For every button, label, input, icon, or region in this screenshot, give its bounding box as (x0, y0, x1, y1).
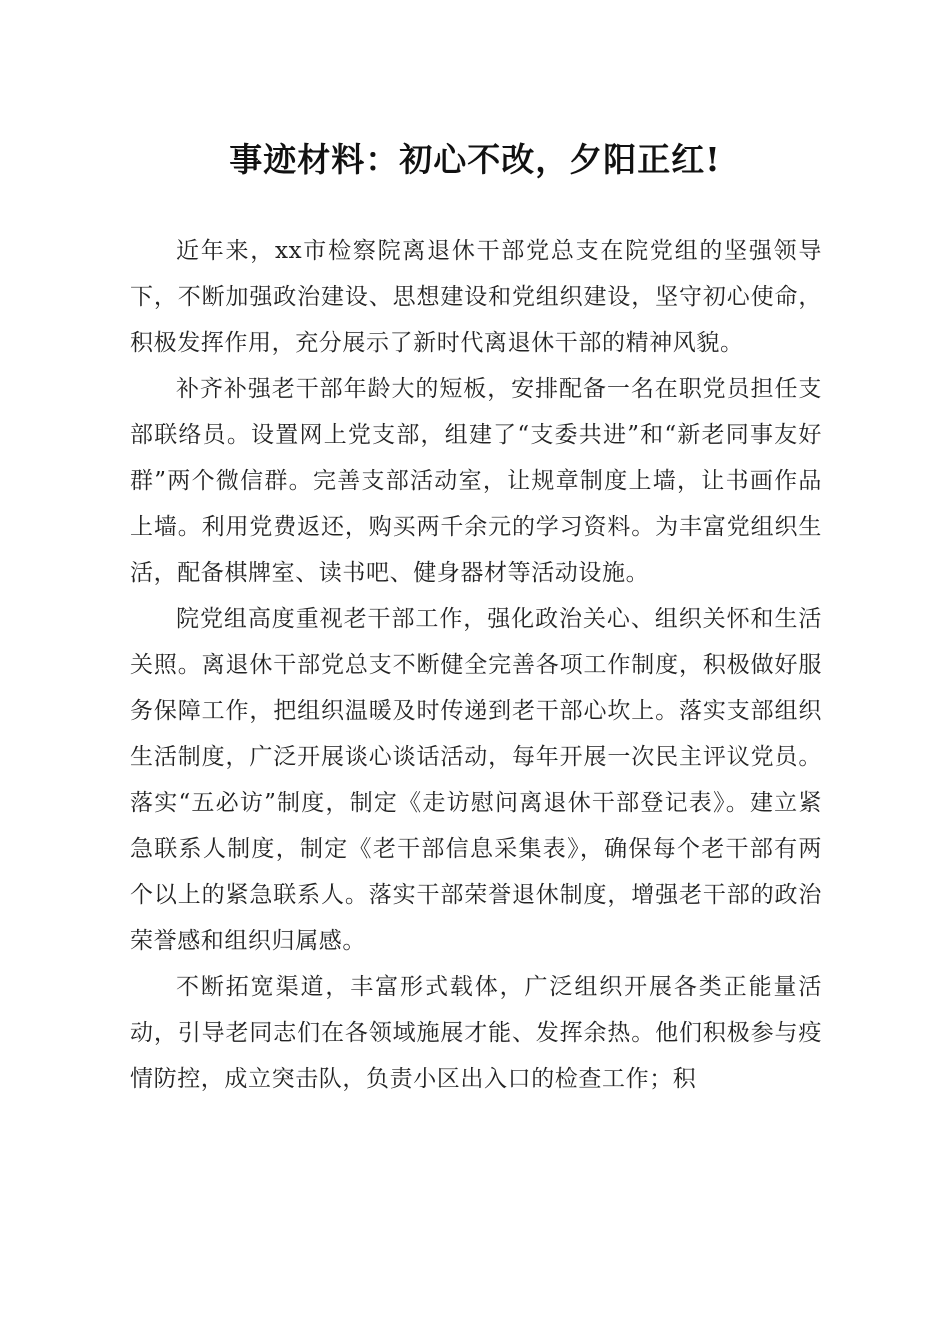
paragraph-4: 不断拓宽渠道，丰富形式载体，广泛组织开展各类正能量活动，引导老同志们在各领域施展才能、发挥余热。他们积极参与疫情防控，成立突击队，负责小区出入口的检查工作；积 (130, 974, 822, 1092)
paragraph-1: 近年来，xx市检察院离退休干部党总支在院党组的坚强领导下，不断加强政治建设、思想建设和党组织建设，坚守初心使命，积极发挥作用，充分展示了新时代离退休干部的精神风貌。 (130, 238, 822, 356)
paragraph-3: 院党组高度重视老干部工作，强化政治关心、组织关怀和生活关照。离退休干部党总支不断健全完善各项工作制度，积极做好服务保障工作，把组织温暖及时传递到老干部心坎上。落实支部组织生活制度，广泛开展谈心谈话活动，每年开展一次民主评议党员。落实“五必访”制度，制定《走访慰问离退休干部登记表》。建立紧急联系人制度，制定《老干部信息采集表》，确保每个老干部有两个以上的紧急联系人。落实干部荣誉退休制度，增强老干部的政治荣誉感和组织归属感。 (130, 606, 822, 954)
paragraph-2: 补齐补强老干部年龄大的短板，安排配备一名在职党员担任支部联络员。设置网上党支部，组建了“支委共进”和“新老同事友好群”两个微信群。完善支部活动室，让规章制度上墙，让书画作品上墙。利用党费返还，购买两千余元的学习资料。为丰富党组织生活，配备棋牌室、读书吧、健身器材等活动设施。 (130, 376, 822, 586)
document-title: 事迹材料：初心不改，夕阳正红! (229, 140, 721, 179)
document-body (130, 228, 822, 1102)
